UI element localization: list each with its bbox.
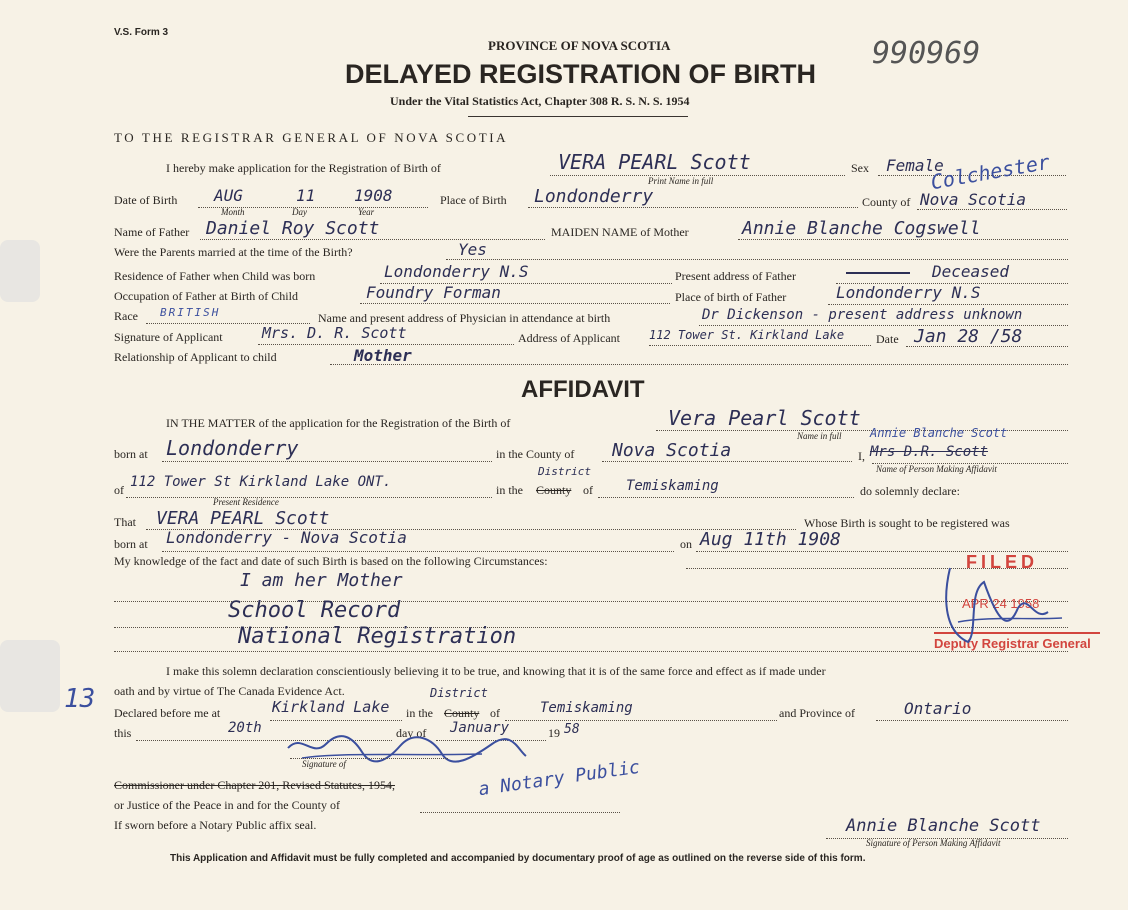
affiant-value: Annie Blanche Scott	[870, 426, 1008, 440]
born-at-label: born at	[114, 447, 148, 461]
res-father-value: Londonderry N.S	[384, 262, 529, 281]
month-caption: Month	[221, 207, 245, 217]
date-label: Date	[876, 332, 899, 346]
year-prefix: 19	[548, 726, 560, 740]
of-word: of	[583, 483, 593, 497]
declared-label: Declared before me at	[114, 706, 221, 720]
on-label: on	[680, 537, 692, 551]
affiant-sig-caption: Signature of Person Making Affidavit	[866, 838, 1001, 848]
commissioner-line: Commissioner under Chapter 201, Revised Statutes, 1954,	[114, 778, 395, 792]
relationship-label: Relationship of Applicant to child	[114, 350, 277, 364]
registrar-signature	[938, 562, 1068, 652]
in-the2-label: in the	[406, 706, 433, 720]
sex-label: Sex	[851, 161, 869, 175]
married-value: Yes	[458, 240, 487, 259]
province-label: and Province of	[779, 706, 855, 720]
county-value: Nova Scotia	[920, 190, 1026, 209]
knowledge-label: My knowledge of the fact and date of such Birth is based on the following Circumstances:	[114, 554, 548, 568]
dob-month-value: AUG	[214, 186, 243, 205]
physician-value: Dr Dickenson - present address unknown	[702, 307, 1023, 323]
declare-label: do solemnly declare:	[860, 484, 960, 498]
race-label: Race	[114, 309, 138, 323]
county-struck2: County	[444, 706, 480, 720]
present-father-label: Present address of Father	[675, 269, 796, 283]
solemn-line-1: I make this solemn declaration conscientiously believing it to be true, and knowing that it is of the same force and effect as if made under	[166, 664, 826, 678]
addr-applicant-value: 112 Tower St. Kirkland Lake	[649, 328, 845, 342]
dob-year-value: 1908	[354, 186, 393, 205]
father-label: Name of Father	[114, 225, 190, 239]
circumstance-3: National Registration	[238, 624, 517, 649]
born-at2-value: Londonderry - Nova Scotia	[166, 528, 407, 547]
matter-label: IN THE MATTER of the application for the Registration of the Birth of	[166, 416, 511, 430]
day-caption: Day	[292, 207, 307, 217]
child-name-value: VERA PEARL Scott	[558, 150, 751, 174]
margin-note: 13	[64, 684, 96, 714]
of-label: of	[114, 483, 124, 497]
in-county-label: in the County of	[496, 447, 575, 461]
addr-applicant-label: Address of Applicant	[518, 331, 620, 345]
signature-of-caption: Signature of	[302, 759, 346, 769]
filed-stamp: FILED	[966, 552, 1038, 572]
form-number: V.S. Form 3	[114, 27, 169, 38]
affiant-struck: Mrs D.R. Scott	[870, 444, 989, 460]
notary-seal-line: If sworn before a Notary Public affix seal.	[114, 818, 317, 832]
residence-caption: Present Residence	[213, 497, 279, 507]
sex-value: Female	[886, 156, 944, 175]
footer-note: This Application and Affidavit must be fully completed and accompanied by documentary proof of age as outlined on the reverse side of this form.	[170, 853, 866, 864]
district-note2: District	[430, 686, 488, 700]
filed-stamp-date: APR 24 1958	[962, 596, 1040, 611]
county-struck: County	[536, 483, 572, 497]
province-heading: PROVINCE OF NOVA SCOTIA	[488, 38, 671, 53]
mother-label: MAIDEN NAME of Mother	[551, 225, 689, 239]
day-value: 20th	[228, 720, 262, 736]
affidavit-heading: AFFIDAVIT	[521, 376, 645, 403]
application-intro-label: I hereby make application for the Registration of Birth of	[166, 161, 441, 175]
province-value: Ontario	[904, 699, 972, 718]
year-value: 58	[564, 722, 580, 737]
district-value2: Temiskaming	[540, 700, 633, 716]
res-father-label: Residence of Father when Child was born	[114, 269, 316, 283]
relationship-value: Mother	[354, 346, 412, 365]
father-value: Daniel Roy Scott	[206, 218, 380, 239]
present-father-value: Deceased	[932, 262, 1010, 281]
date-value: Jan 28 /58	[914, 326, 1023, 347]
matter-value: Vera Pearl Scott	[668, 406, 861, 430]
in-county-value: Nova Scotia	[612, 440, 732, 461]
print-name-caption: Print Name in full	[648, 176, 714, 186]
pob-label: Place of Birth	[440, 193, 507, 207]
month-value: January	[450, 720, 510, 736]
paper-tear-mark	[0, 240, 40, 302]
i-label: I,	[858, 449, 865, 463]
residence-value: 112 Tower St Kirkland Lake ONT.	[130, 474, 392, 490]
county-note: Colchester	[928, 149, 1052, 195]
on-value: Aug 11th 1908	[700, 529, 841, 550]
pob-value: Londonderry	[534, 186, 654, 207]
dob-day-value: 11	[296, 186, 316, 205]
justice-line: or Justice of the Peace in and for the County of	[114, 798, 340, 812]
registrar-heading: TO THE REGISTRAR GENERAL OF NOVA SCOTIA	[114, 130, 509, 145]
circumstance-1: I am her Mother	[240, 570, 403, 591]
name-full-caption: Name in full	[797, 431, 842, 441]
this-label: this	[114, 726, 132, 740]
paper-tear-mark	[0, 640, 60, 712]
of-word2: of	[490, 706, 500, 720]
solemn-line-2: oath and by virtue of The Canada Evidence Act.	[114, 684, 345, 698]
that-value: VERA PEARL Scott	[156, 508, 330, 529]
physician-label: Name and present address of Physician in attendance at birth	[318, 311, 611, 325]
affiant-signature: Annie Blanche Scott	[846, 816, 1041, 836]
form-title: DELAYED REGISTRATION OF BIRTH	[345, 59, 817, 89]
race-value: BRITISH	[160, 306, 221, 319]
married-label: Were the Parents married at the time of the Birth?	[114, 245, 353, 259]
whose-label: Whose Birth is sought to be registered was	[804, 516, 1010, 530]
pob-father-value: Londonderry N.S	[836, 283, 981, 302]
pob-father-label: Place of birth of Father	[675, 290, 787, 304]
in-the-label: in the	[496, 483, 523, 497]
form-subtitle: Under the Vital Statistics Act, Chapter 308 R. S. N. S. 1954	[390, 94, 690, 108]
serial-number: 990969	[872, 36, 981, 71]
born-at-value: Londonderry	[166, 436, 299, 460]
sig-applicant-label: Signature of Applicant	[114, 330, 223, 344]
occ-father-value: Foundry Forman	[366, 283, 501, 302]
district-value: Temiskaming	[626, 478, 719, 494]
sig-applicant-value: Mrs. D. R. Scott	[262, 324, 407, 342]
that-label: That	[114, 515, 136, 529]
dob-label: Date of Birth	[114, 193, 178, 207]
born-at2-label: born at	[114, 537, 148, 551]
county-label: County of	[862, 195, 911, 209]
circumstance-2: School Record	[228, 598, 401, 623]
declared-value: Kirkland Lake	[272, 698, 390, 716]
year-caption: Year	[358, 207, 375, 217]
occ-father-label: Occupation of Father at Birth of Child	[114, 289, 298, 303]
affiant-caption: Name of Person Making Affidavit	[876, 464, 997, 474]
day-of-label: day of	[396, 726, 427, 740]
mother-value: Annie Blanche Cogswell	[742, 218, 981, 239]
district-note: District	[538, 465, 591, 478]
filed-stamp-office: Deputy Registrar General	[934, 636, 1091, 651]
notary-value: a Notary Public	[477, 756, 642, 801]
